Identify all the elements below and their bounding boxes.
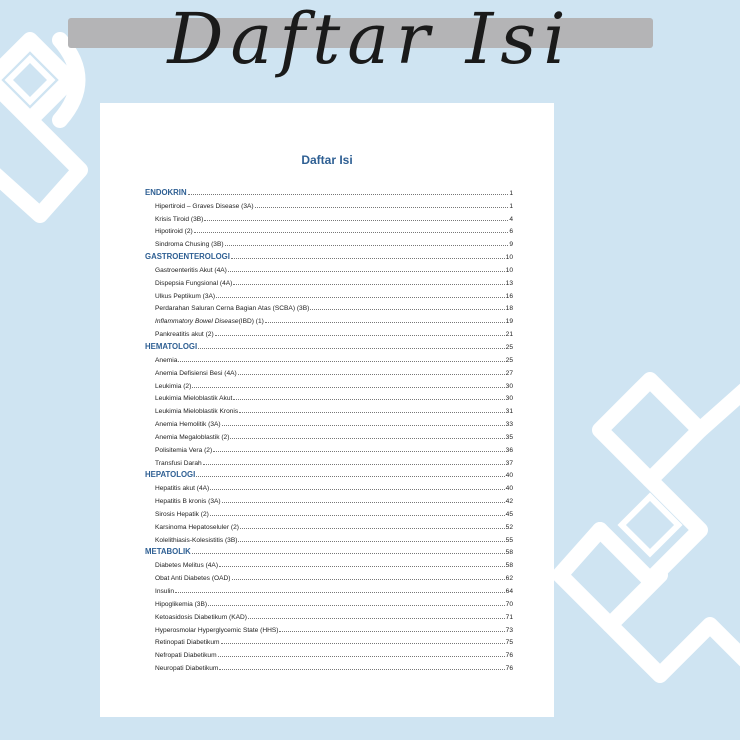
toc-page-number: 35 xyxy=(505,433,513,441)
banner-title: Daftar Isi xyxy=(167,0,573,80)
toc-leader-dots xyxy=(222,425,505,426)
toc-entry[interactable] xyxy=(145,235,513,248)
toc-entry[interactable] xyxy=(145,415,513,428)
toc-entry[interactable] xyxy=(145,531,513,544)
toc-leader-dots xyxy=(198,348,505,349)
toc-page-number: 33 xyxy=(505,421,513,429)
left-ornament-loop xyxy=(0,120,80,215)
toc-page-number: 25 xyxy=(505,356,513,364)
toc-page-number: 76 xyxy=(505,665,513,673)
toc-page-number: 6 xyxy=(509,228,513,236)
toc-label: Dispepsia Fungsional (4A) xyxy=(155,279,233,287)
toc-page-number: 27 xyxy=(505,369,513,377)
toc-entry[interactable] xyxy=(145,556,513,569)
toc-leader-dots xyxy=(204,220,508,221)
toc-entry[interactable] xyxy=(145,608,513,621)
toc-entry[interactable] xyxy=(145,659,513,672)
toc-leader-dots xyxy=(240,528,505,529)
toc-leader-dots xyxy=(239,412,504,413)
toc-page-number: 21 xyxy=(505,331,513,339)
toc-label: Leukimia (2) xyxy=(155,382,192,390)
toc-label: Leukimia Mieloblastik Akut xyxy=(155,395,233,403)
toc-entry[interactable] xyxy=(145,492,513,505)
toc-label: Anemia Hemolitik (3A) xyxy=(155,421,221,429)
toc-page-number: 62 xyxy=(505,575,513,583)
toc-page-number: 30 xyxy=(505,395,513,403)
toc-page-number: 18 xyxy=(505,305,513,313)
toc-page-number: 40 xyxy=(505,485,513,493)
toc-label: ENDOKRIN xyxy=(145,187,187,197)
toc-leader-dots xyxy=(188,194,509,195)
toc-leader-dots xyxy=(175,592,505,593)
toc-entry[interactable] xyxy=(145,441,513,454)
toc-leader-dots xyxy=(194,232,509,233)
toc-leader-dots xyxy=(233,399,504,400)
toc-entry[interactable] xyxy=(145,223,513,236)
toc-page-number: 9 xyxy=(509,241,513,249)
toc-leader-dots xyxy=(230,438,504,439)
toc-section[interactable] xyxy=(145,184,513,197)
toc-page-number: 10 xyxy=(505,266,513,274)
toc-section[interactable] xyxy=(145,338,513,351)
document-page xyxy=(100,103,554,717)
toc-label: Perdarahan Saluran Cerna Bagian Atas (SCBA) (3B) xyxy=(155,305,310,313)
toc-leader-dots xyxy=(221,643,505,644)
toc-leader-dots xyxy=(310,309,504,310)
page-title: Daftar Isi xyxy=(301,153,353,167)
toc-leader-dots xyxy=(232,579,505,580)
toc-label: Hepatitis akut (4A) xyxy=(155,485,210,493)
toc-entry[interactable] xyxy=(145,325,513,338)
toc-label: Hyperosmolar Hyperglycemic State (HHS) xyxy=(155,626,279,634)
toc-leader-dots xyxy=(218,656,505,657)
toc-label: Obat Anti Diabetes (OAD) xyxy=(155,575,231,583)
toc-label: Krisis Tiroid (3B) xyxy=(155,215,204,223)
right-ornament xyxy=(600,380,700,480)
toc-entry[interactable] xyxy=(145,377,513,390)
toc-page-number: 42 xyxy=(505,498,513,506)
toc-leader-dots xyxy=(178,361,504,362)
toc-label: Neuropati Diabetikum xyxy=(155,665,219,673)
toc-label: Hepatitis B kronis (3A) xyxy=(155,498,221,506)
toc-leader-dots xyxy=(196,476,504,477)
toc-leader-dots xyxy=(248,618,505,619)
toc-page-number: 30 xyxy=(505,382,513,390)
toc-label: Polisitemia Vera (2) xyxy=(155,446,213,454)
toc-label: Diabetes Melitus (4A) xyxy=(155,562,219,570)
toc-leader-dots xyxy=(203,464,505,465)
toc-leader-dots xyxy=(231,258,505,259)
toc-label: Kolelithiasis-Kolesistitis (3B) xyxy=(155,536,238,544)
toc-label: Retinopati Diabetikum xyxy=(155,639,220,647)
toc-page-number: 52 xyxy=(505,523,513,531)
toc-leader-dots xyxy=(192,387,504,388)
toc-section[interactable] xyxy=(145,248,513,261)
toc-page-number: 76 xyxy=(505,652,513,660)
right-ornament-edge xyxy=(700,390,740,430)
toc-label: Anemia Megaloblastik (2) xyxy=(155,433,230,441)
toc-entry[interactable] xyxy=(145,274,513,287)
toc-entry[interactable] xyxy=(145,621,513,634)
toc-entry[interactable] xyxy=(145,261,513,274)
toc-page-number: 55 xyxy=(505,536,513,544)
toc-entry[interactable] xyxy=(145,210,513,223)
toc-label: Ulkus Peptikum (3A) xyxy=(155,292,216,300)
toc-label: Pankreatitis akut (2) xyxy=(155,331,214,339)
toc-label: Nefropati Diabetikum xyxy=(155,652,217,660)
toc-leader-dots xyxy=(279,631,504,632)
toc-leader-dots xyxy=(219,566,505,567)
toc-label: GASTROENTEROLOGI xyxy=(145,252,230,262)
toc-label: HEMATOLOGI xyxy=(145,341,198,351)
toc-page-number: 58 xyxy=(505,549,513,557)
toc-leader-dots xyxy=(213,451,504,452)
toc-leader-dots xyxy=(233,284,504,285)
toc-leader-dots xyxy=(210,489,504,490)
toc-entry[interactable] xyxy=(145,287,513,300)
toc-page-number: 75 xyxy=(505,639,513,647)
toc-leader-dots xyxy=(228,271,505,272)
toc-section[interactable] xyxy=(145,467,513,480)
toc-label-suffix: (IBD) (1) xyxy=(238,318,264,326)
toc-page-number: 4 xyxy=(509,215,513,223)
toc-entry[interactable] xyxy=(145,402,513,415)
toc-entry[interactable] xyxy=(145,569,513,582)
toc-label: METABOLIK xyxy=(145,547,191,557)
toc-page-number: 25 xyxy=(505,343,513,351)
toc-label: Sirosis Hepatik (2) xyxy=(155,510,209,518)
toc-page-number: 64 xyxy=(505,588,513,595)
toc-leader-dots xyxy=(216,297,505,298)
toc-entry[interactable] xyxy=(145,351,513,364)
toc-leader-dots xyxy=(238,541,504,542)
toc-entry[interactable] xyxy=(145,479,513,492)
toc-page-number: 36 xyxy=(505,446,513,454)
toc-entry[interactable] xyxy=(145,300,513,313)
toc-label: Anemia xyxy=(155,356,178,364)
toc-entry[interactable] xyxy=(145,634,513,647)
toc-page-number: 40 xyxy=(505,472,513,480)
toc-leader-dots xyxy=(222,502,505,503)
toc-page-number: 13 xyxy=(505,279,513,287)
toc-page-number: 1 xyxy=(509,189,513,197)
toc-page-number: 10 xyxy=(505,254,513,262)
toc-leader-dots xyxy=(215,335,505,336)
toc-label: Leukimia Mieloblastik Kronis xyxy=(155,408,239,416)
toc-label: Hipotiroid (2) xyxy=(155,228,193,236)
toc-section[interactable] xyxy=(145,544,513,557)
toc-page-number: 19 xyxy=(505,318,513,326)
toc-label: Transfusi Darah xyxy=(155,459,202,467)
toc-entry[interactable] xyxy=(145,312,513,325)
toc-entry[interactable] xyxy=(145,390,513,403)
toc-label: Sindroma Chusing (3B) xyxy=(155,241,224,249)
toc-leader-dots xyxy=(192,553,505,554)
toc-page-number: 1 xyxy=(509,202,513,210)
toc-leader-dots xyxy=(265,322,505,323)
toc-label: Hipertiroid – Graves Disease (3A) xyxy=(155,202,254,210)
toc-label: Insulin xyxy=(155,588,175,595)
toc-leader-dots xyxy=(219,669,504,670)
toc-label: Gastroenteritis Akut (4A) xyxy=(155,266,227,274)
toc-page-number: 70 xyxy=(505,600,513,608)
right-ornament-tail xyxy=(610,625,740,675)
toc-label: HEPATOLOGI xyxy=(145,470,196,480)
toc-label: Inflammatory Bowel Disease xyxy=(155,318,239,326)
toc-page-number: 58 xyxy=(505,562,513,570)
toc-entry[interactable] xyxy=(145,454,513,467)
toc-entry[interactable] xyxy=(145,505,513,518)
toc-page-number: 31 xyxy=(505,408,513,416)
table-of-contents xyxy=(145,184,513,672)
toc-label: Hipoglikemia (3B) xyxy=(155,600,208,608)
toc-entry[interactable] xyxy=(145,646,513,659)
toc-page-number: 71 xyxy=(505,613,513,621)
toc-entry[interactable] xyxy=(145,582,513,595)
toc-leader-dots xyxy=(210,515,505,516)
toc-leader-dots xyxy=(225,245,509,246)
toc-page-number: 37 xyxy=(505,459,513,467)
toc-leader-dots xyxy=(208,605,505,606)
toc-label: Anemia Defisiensi Besi (4A) xyxy=(155,369,237,377)
toc-leader-dots xyxy=(255,207,509,208)
toc-page-number: 16 xyxy=(505,292,513,300)
toc-entry[interactable] xyxy=(145,364,513,377)
toc-leader-dots xyxy=(238,374,505,375)
toc-label: Ketoasidosis Diabetikum (KAD) xyxy=(155,613,247,621)
toc-entry[interactable] xyxy=(145,595,513,608)
toc-entry[interactable] xyxy=(145,518,513,531)
toc-page-number: 73 xyxy=(505,626,513,634)
toc-entry[interactable] xyxy=(145,428,513,441)
toc-label: Karsinoma Hepatoseluler (2) xyxy=(155,523,239,531)
toc-entry[interactable] xyxy=(145,197,513,210)
toc-page-number: 45 xyxy=(505,510,513,518)
